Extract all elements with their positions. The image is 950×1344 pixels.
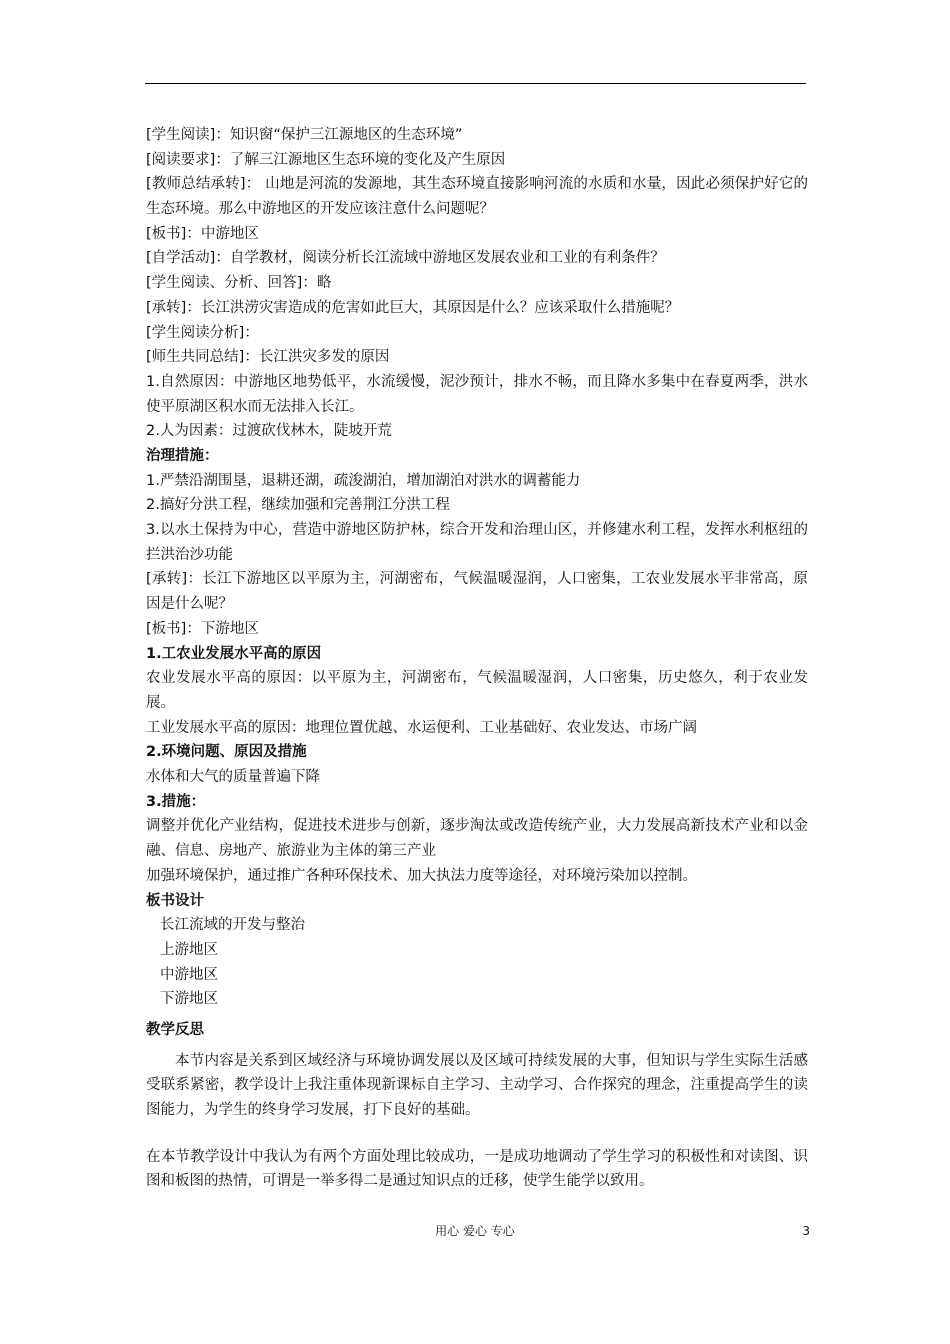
industry-reason-line: 工业发展水平高的原因：地理位置优越、水运便利、工业基础好、农业发达、市场广阔 — [146, 719, 697, 736]
quality-decline-line: 水体和大气的质量普遍下降 — [146, 769, 320, 786]
environment-problem-heading: 2.环境问题、原因及措施 — [146, 744, 307, 761]
transition-downstream-paragraph: [承转]：长江下游地区以平原为主，河湖密布，气候温暖湿润，人口密集，工农业发展水平非常高，原因是什么呢？ — [146, 571, 808, 613]
joint-summary-line: [师生共同总结]：长江洪灾多发的原因 — [146, 349, 390, 366]
page-number: 3 — [802, 1224, 810, 1238]
self-study-line: [自学活动]：自学教材，阅读分析长江流域中游地区发展农业和工业的有利条件？ — [146, 250, 665, 267]
board-design-downstream: 下游地区 — [160, 991, 218, 1008]
board-design-midstream: 中游地区 — [160, 966, 218, 983]
board-midstream-line: [板书]：中游地区 — [146, 225, 259, 242]
board-design-upstream: 上游地区 — [160, 941, 218, 958]
measure-2-line: 2.搞好分洪工程，继续加强和完善荆江分洪工程 — [146, 497, 450, 514]
student-analysis-line: [学生阅读分析]： — [146, 324, 259, 341]
header-rule — [145, 83, 806, 84]
measures-heading: 3.措施： — [146, 793, 206, 810]
reflection-heading: 教学反思 — [146, 1021, 204, 1038]
student-answer-line: [学生阅读、分析、回答]：略 — [146, 275, 332, 292]
agriculture-reason-paragraph: 农业发展水平高的原因：以平原为主，河湖密布，气候温暖湿润，人口密集，历史悠久，利于农业发展。 — [146, 670, 808, 711]
board-downstream-line: [板书]：下游地区 — [146, 620, 259, 637]
measure-3-paragraph: 3.以水土保持为中心，营造中游地区防护林，综合开发和治理山区，并修建水利工程，发挥水利枢纽的拦洪治沙功能 — [146, 522, 808, 563]
measure-1-line: 1.严禁沿湖围垦，退耕还湖，疏浚湖泊，增加湖泊对洪水的调蓄能力 — [146, 472, 581, 489]
board-design-heading: 板书设计 — [146, 892, 204, 909]
industry-structure-paragraph: 调整并优化产业结构，促进技术进步与创新，逐步淘汰或改造传统产业，大力发展高新技术产业和以金融、信息、房地产、旅游业为主体的第三产业 — [146, 818, 808, 860]
governance-heading: 治理措施： — [146, 448, 219, 464]
reading-requirement-line: [阅读要求]：了解三江源地区生态环境的变化及产生原因 — [146, 151, 506, 168]
transition-flood-line: [承转]：长江洪涝灾害造成的危害如此巨大，其原因是什么？应该采取什么措施呢？ — [146, 299, 680, 316]
human-factor-line: 2.人为因素：过渡砍伐林木，陡坡开荒 — [146, 423, 392, 440]
spacer — [146, 1123, 808, 1145]
development-reason-heading: 1.工农业发展水平高的原因 — [146, 645, 322, 662]
reflection-paragraph-2: 在本节教学设计中我认为有两个方面处理比较成功，一是成功地调动了学生学习的积极性和对读图、识图和板图的热情，可谓是一举多得二是通过知识点的迁移，使学生能学以致用。 — [146, 1148, 808, 1190]
natural-cause-paragraph: 1.自然原因：中游地区地势低平，水流缓慢，泥沙预计，排水不畅，而且降水多集中在春夏两季，洪水使平原湖区积水而无法排入长江。 — [146, 373, 808, 415]
environment-protection-line: 加强环境保护，通过推广各种环保技术、加大执法力度等途径，对环境污染加以控制。 — [146, 867, 697, 884]
document-body — [146, 123, 808, 1194]
board-design-title: 长江流域的开发与整治 — [160, 917, 305, 934]
footer-motto: 用心 爱心 专心 — [435, 1224, 515, 1238]
reflection-paragraph-1: 本节内容是关系到区域经济与环境协调发展以及区域可持续发展的大事，但知识与学生实际生活感受联系紧密，教学设计上我注重体现新课标自主学习、主动学习、合作探究的理念，注重提高学生的读图能力，为学生的终身学习发展，打下良好的基础。 — [146, 1052, 808, 1119]
student-reading-line: [学生阅读]：知识窗“保护三江源地区的生态环境” — [146, 127, 463, 143]
teacher-summary-paragraph: [教师总结承转]： 山地是河流的发源地，其生态环境直接影响河流的水质和水量，因此必须保护好它的生态环境。那么中游地区的开发应该注意什么问题呢？ — [146, 176, 808, 218]
